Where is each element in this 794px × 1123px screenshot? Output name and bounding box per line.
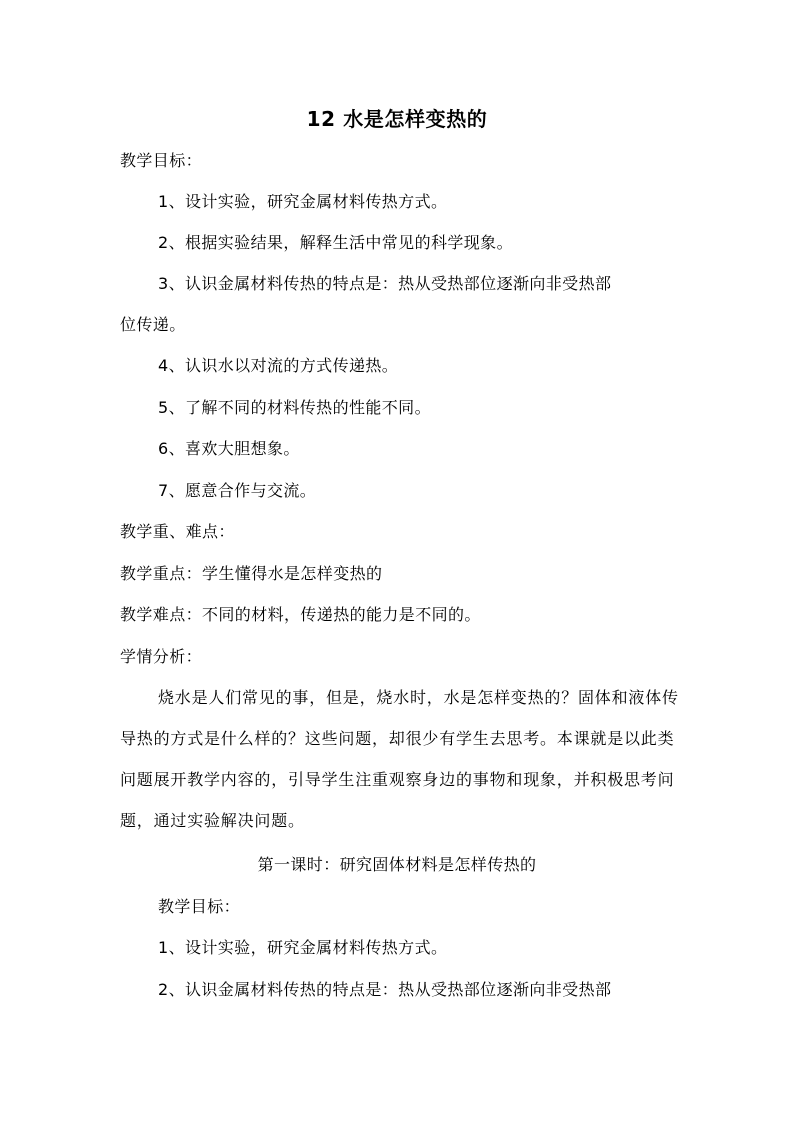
difficult-point: 教学难点：不同的材料，传递热的能力是不同的。 [120, 605, 481, 624]
lesson1-objective-item-2: 2、认识金属材料传热的特点是：热从受热部位逐渐向非受热部 [158, 980, 612, 999]
objective-item-5: 5、了解不同的材料传热的性能不同。 [158, 398, 431, 417]
page-title: 12 水是怎样变热的 [306, 107, 488, 131]
objectives-heading: 教学目标： [120, 151, 203, 170]
key-points-heading: 教学重、难点： [120, 522, 235, 541]
lesson1-objective-item-1: 1、设计实验，研究金属材料传热方式。 [158, 938, 448, 957]
objective-item-4: 4、认识水以对流的方式传递热。 [158, 356, 399, 375]
objective-item-1: 1、设计实验，研究金属材料传热方式。 [158, 192, 448, 211]
objective-item-3: 3、认识金属材料传热的特点是：热从受热部位逐渐向非受热部 [158, 274, 612, 293]
lesson1-heading: 第一课时：研究固体材料是怎样传热的 [257, 855, 537, 874]
objective-item-3-continued: 位传递。 [120, 315, 186, 334]
objective-item-2: 2、根据实验结果，解释生活中常见的科学现象。 [158, 233, 513, 252]
analysis-paragraph: 烧水是人们常见的事，但是，烧水时，水是怎样变热的？固体和液体传导热的方式是什么样的？这些问题，却很少有学生去思考。本课就是以此类问题展开教学内容的，引导学生注重观察身边的事物和现象，并积极思考问题，通过实验解决问题。 [120, 688, 679, 830]
analysis-heading: 学情分析： [120, 647, 203, 666]
objective-item-7: 7、愿意合作与交流。 [158, 481, 317, 500]
lesson1-objectives-heading: 教学目标： [158, 897, 241, 916]
key-point: 教学重点：学生懂得水是怎样变热的 [120, 564, 383, 583]
objective-item-6: 6、喜欢大胆想象。 [158, 439, 300, 458]
